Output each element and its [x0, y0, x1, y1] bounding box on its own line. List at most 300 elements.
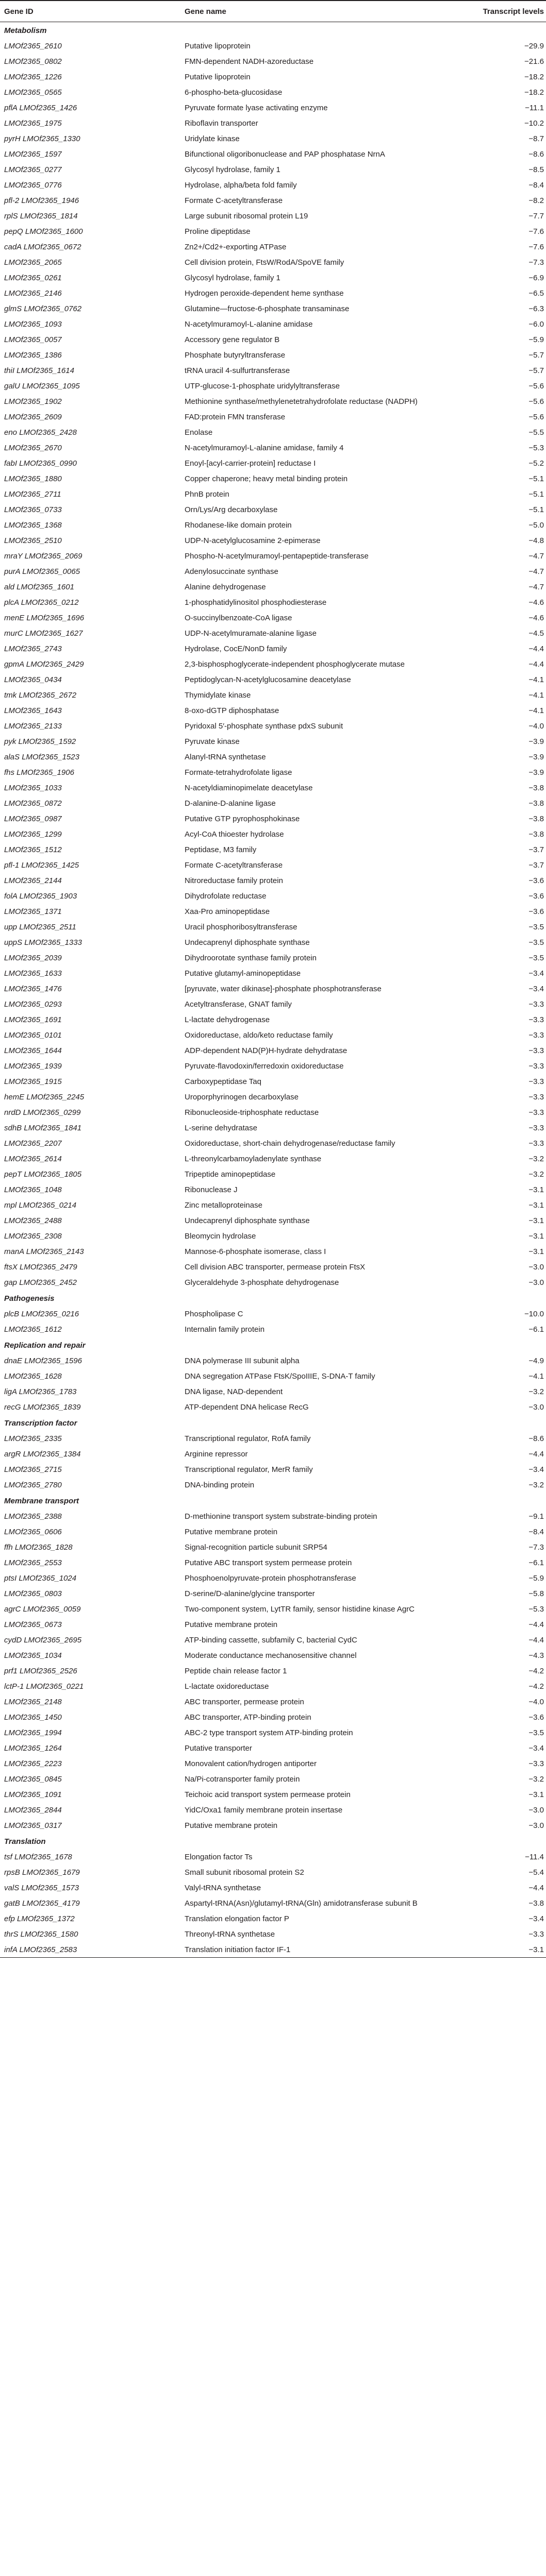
transcript-level-cell: −3.0 [528, 1263, 544, 1272]
gene-name-cell: ADP-dependent NAD(P)H-hydrate dehydratase [185, 1046, 348, 1055]
gene-name-cell: Phosphoenolpyruvate-protein phosphotransferase [185, 1574, 356, 1583]
gene-name-cell: D-methionine transport system substrate-binding protein [185, 1512, 377, 1521]
table-row [0, 703, 546, 718]
gene-id-cell: LMOf2365_1371 [4, 907, 62, 916]
gene-id-cell: LMOf2365_0845 [4, 1775, 62, 1784]
gene-name-cell: Pyruvate-flavodoxin/ferredoxin oxidoreductase [185, 1062, 344, 1071]
transcript-level-cell: −7.6 [528, 243, 544, 251]
gene-id-cell: pepQ LMOf2365_1600 [4, 227, 83, 236]
gene-name-cell: Formate C-acetyltransferase [185, 196, 283, 205]
gene-id-cell: LMOf2365_0803 [4, 1589, 62, 1598]
transcript-level-cell: −3.1 [528, 1185, 544, 1194]
gene-id-cell: LMOf2365_1633 [4, 969, 62, 978]
table-body [0, 22, 546, 1957]
table-row [0, 193, 546, 208]
gene-id-cell: argR LMOf2365_1384 [4, 1450, 81, 1459]
gene-name-cell: Translation initiation factor IF-1 [185, 1945, 291, 1954]
gene-id-cell: LMOf2365_1975 [4, 119, 62, 128]
gene-name-cell: Putative GTP pyrophosphokinase [185, 815, 300, 823]
header-transcript-levels: Transcript levels [483, 7, 544, 16]
table-row [0, 38, 546, 54]
table-row [0, 1244, 546, 1259]
transcript-level-cell: −3.6 [528, 1713, 544, 1722]
gene-name-cell: Orn/Lys/Arg decarboxylase [185, 505, 278, 514]
table-row [0, 1709, 546, 1725]
transcript-level-cell: −3.5 [528, 938, 544, 947]
transcript-level-cell: −3.4 [528, 1744, 544, 1753]
gene-id-cell: LMOf2365_1612 [4, 1325, 62, 1334]
gene-name-cell: Proline dipeptidase [185, 227, 251, 236]
gene-id-cell: dnaE LMOf2365_1596 [4, 1357, 82, 1365]
transcript-level-cell: −5.9 [528, 1574, 544, 1583]
transcript-level-cell: −3.4 [528, 1914, 544, 1923]
transcript-level-cell: −6.9 [528, 274, 544, 282]
table-row [0, 1694, 546, 1709]
gene-name-cell: Pyridoxal 5′-phosphate synthase pdxS subunit [185, 722, 343, 731]
gene-id-cell: mpl LMOf2365_0214 [4, 1201, 77, 1210]
transcript-level-cell: −3.0 [528, 1278, 544, 1287]
transcript-level-cell: −4.6 [528, 614, 544, 622]
transcript-level-cell: −3.3 [528, 1759, 544, 1768]
gene-name-cell: Adenylosuccinate synthase [185, 567, 278, 576]
gene-name-cell: Uroporphyrinogen decarboxylase [185, 1093, 299, 1101]
transcript-level-cell: −11.4 [525, 1853, 544, 1861]
gene-name-cell: Teichoic acid transport system permease protein [185, 1790, 351, 1799]
table-row [0, 177, 546, 193]
table-row [0, 471, 546, 486]
gene-name-cell: Hydrolase, alpha/beta fold family [185, 181, 297, 190]
gene-name-cell: Phospholipase C [185, 1310, 243, 1318]
table-row [0, 1275, 546, 1290]
table-row [0, 965, 546, 981]
transcript-level-cell: −29.9 [524, 42, 544, 50]
gene-name-cell: Undecaprenyl diphosphate synthase [185, 1216, 310, 1225]
gene-id-cell: LMOf2365_2144 [4, 876, 62, 885]
gene-id-cell: LMOf2365_2488 [4, 1216, 62, 1225]
transcript-level-cell: −5.6 [528, 413, 544, 421]
gene-id-cell: LMOf2365_1994 [4, 1728, 62, 1737]
gene-name-cell: D-alanine-D-alanine ligase [185, 799, 276, 808]
gene-id-cell: LMOf2365_0872 [4, 799, 62, 808]
gene-name-cell: Hydrolase, CocE/NonD family [185, 645, 287, 653]
gene-name-cell: ATP-dependent DNA helicase RecG [185, 1403, 309, 1412]
gene-id-cell: hemE LMOf2365_2245 [4, 1093, 85, 1101]
transcript-level-cell: −11.1 [525, 104, 544, 112]
gene-id-cell: LMOf2365_2610 [4, 42, 62, 50]
gene-name-cell: 8-oxo-dGTP diphosphatase [185, 706, 279, 715]
gene-name-cell: 6-phospho-beta-glucosidase [185, 88, 283, 97]
transcript-level-cell: −3.9 [528, 753, 544, 761]
transcript-level-cell: −3.8 [528, 1899, 544, 1908]
gene-id-cell: LMOf2365_2308 [4, 1232, 62, 1241]
gene-id-cell: plcA LMOf2365_0212 [4, 598, 79, 607]
gene-name-cell: Pyruvate formate lyase activating enzyme [185, 104, 328, 112]
gene-id-cell: alaS LMOf2365_1523 [4, 753, 79, 761]
table-row [0, 1679, 546, 1694]
transcript-level-cell: −5.8 [528, 1589, 544, 1598]
table-row [0, 1880, 546, 1895]
table-row [0, 826, 546, 842]
table-row [0, 919, 546, 935]
transcript-level-cell: −4.9 [528, 1357, 544, 1365]
gene-name-cell: Peptidoglycan-N-acetylglucosamine deacetylase [185, 675, 351, 684]
gene-name-cell: Signal-recognition particle subunit SRP54 [185, 1543, 327, 1552]
table-row [0, 1058, 546, 1074]
gene-id-cell: pyrH LMOf2365_1330 [4, 134, 80, 143]
transcript-level-cell: −5.5 [528, 428, 544, 437]
table-row [0, 1756, 546, 1771]
transcript-level-cell: −3.2 [528, 1170, 544, 1179]
gene-name-cell: Hydrogen peroxide-dependent heme synthase [185, 289, 344, 298]
gene-name-cell: Oxidoreductase, aldo/keto reductase family [185, 1031, 333, 1040]
table-row [0, 1306, 546, 1321]
transcript-level-cell: −6.5 [528, 289, 544, 298]
table-row [0, 239, 546, 255]
transcript-level-cell: −3.8 [528, 830, 544, 839]
table-row [0, 625, 546, 641]
transcript-level-cell: −8.6 [528, 1434, 544, 1443]
transcript-level-cell: −3.9 [528, 737, 544, 746]
transcript-level-cell: −3.1 [528, 1201, 544, 1210]
table-row [0, 1431, 546, 1446]
gene-id-cell: nrdD LMOf2365_0299 [4, 1108, 81, 1117]
gene-name-cell: Dihydroorotate synthase family protein [185, 954, 317, 962]
transcript-level-cell: −3.1 [528, 1247, 544, 1256]
gene-name-cell: DNA polymerase III subunit alpha [185, 1357, 300, 1365]
transcript-level-cell: −3.5 [528, 1728, 544, 1737]
table-row [0, 316, 546, 332]
gene-name-cell: Putative membrane protein [185, 1528, 278, 1536]
gene-id-cell: murC LMOf2365_1627 [4, 629, 83, 638]
gene-id-cell: LMOf2365_2711 [4, 490, 61, 499]
table-row [0, 1771, 546, 1787]
gene-name-cell: Pyruvate kinase [185, 737, 240, 746]
transcript-level-cell: −5.2 [528, 459, 544, 468]
gene-name-cell: [pyruvate, water dikinase]-phosphate phosphotransferase [185, 985, 382, 993]
table-row [0, 548, 546, 564]
table-row [0, 904, 546, 919]
table-row [0, 1353, 546, 1368]
transcript-level-cell: −5.1 [528, 490, 544, 499]
gene-id-cell: LMOf2365_1033 [4, 784, 62, 792]
transcript-level-cell: −5.9 [528, 335, 544, 344]
gene-name-cell: Glyceraldehyde 3-phosphate dehydrogenase [185, 1278, 339, 1287]
gene-id-cell: rpsB LMOf2365_1679 [4, 1868, 80, 1877]
gene-name-cell: PhnB protein [185, 490, 229, 499]
table-row [0, 795, 546, 811]
gene-id-cell: folA LMOf2365_1903 [4, 892, 77, 901]
transcript-level-cell: −3.3 [528, 1062, 544, 1071]
table-row [0, 996, 546, 1012]
gene-name-cell: Dihydrofolate reductase [185, 892, 267, 901]
transcript-level-cell: −5.6 [528, 382, 544, 391]
gene-name-cell: Peptidase, M3 family [185, 845, 257, 854]
table-row [0, 1787, 546, 1802]
gene-id-cell: tsf LMOf2365_1678 [4, 1853, 72, 1861]
table-row [0, 1105, 546, 1120]
gene-name-cell: Glycosyl hydrolase, family 1 [185, 274, 280, 282]
table-row [0, 1632, 546, 1648]
table-row [0, 1865, 546, 1880]
table-row [0, 409, 546, 425]
gene-name-cell: L-threonylcarbamoyladenylate synthase [185, 1155, 322, 1163]
transcript-level-cell: −3.2 [528, 1387, 544, 1396]
transcript-level-cell: −6.3 [528, 304, 544, 313]
table-row [0, 749, 546, 765]
gene-id-cell: menE LMOf2365_1696 [4, 614, 85, 622]
transcript-level-cell: −3.1 [528, 1232, 544, 1241]
transcript-level-cell: −7.6 [528, 227, 544, 236]
table-row [0, 1477, 546, 1493]
transcript-level-cell: −10.2 [524, 119, 544, 128]
gene-name-cell: Zn2+/Cd2+-exporting ATPase [185, 243, 287, 251]
gene-name-cell: Rhodanese-like domain protein [185, 521, 292, 530]
gene-id-cell: LMOf2365_1264 [4, 1744, 62, 1753]
transcript-level-cell: −3.1 [528, 1216, 544, 1225]
gene-id-cell: cadA LMOf2365_0672 [4, 243, 81, 251]
table-row [0, 1539, 546, 1555]
gene-id-cell: LMOf2365_1691 [4, 1015, 62, 1024]
gene-name-cell: 2,3-bisphosphoglycerate-independent phosphoglycerate mutase [185, 660, 405, 669]
gene-name-cell: Glutamine—fructose-6-phosphate transaminase [185, 304, 350, 313]
transcript-level-cell: −4.8 [528, 536, 544, 545]
gene-name-cell: Small subunit ribosomal protein S2 [185, 1868, 304, 1877]
transcript-level-cell: −3.1 [528, 1790, 544, 1799]
table-row [0, 1228, 546, 1244]
gene-id-cell: ffh LMOf2365_1828 [4, 1543, 73, 1552]
gene-name-cell: Acyl-CoA thioester hydrolase [185, 830, 284, 839]
gene-name-cell: Uracil phosphoribosyltransferase [185, 923, 297, 931]
table-row [0, 888, 546, 904]
gene-name-cell: Formate-tetrahydrofolate ligase [185, 768, 292, 777]
gene-id-cell: recG LMOf2365_1839 [4, 1403, 81, 1412]
table-row [0, 502, 546, 517]
gene-name-cell: Alanyl-tRNA synthetase [185, 753, 266, 761]
transcript-level-cell: −3.6 [528, 876, 544, 885]
table-row [0, 656, 546, 672]
gene-name-cell: Putative lipoprotein [185, 73, 251, 81]
table-row [0, 1740, 546, 1756]
gene-name-cell: YidC/Oxa1 family membrane protein insertase [185, 1806, 343, 1815]
table-bottom-rule [0, 1957, 546, 1960]
gene-id-cell: lctP-1 LMOf2365_0221 [4, 1682, 84, 1691]
transcript-level-cell: −5.1 [528, 505, 544, 514]
gene-id-cell: ald LMOf2365_1601 [4, 583, 74, 591]
transcript-level-cell: −3.3 [528, 1046, 544, 1055]
gene-id-cell: LMOf2365_1880 [4, 474, 62, 483]
gene-name-cell: Valyl-tRNA synthetase [185, 1884, 261, 1892]
table-row [0, 533, 546, 548]
transcript-level-cell: −3.3 [528, 1077, 544, 1086]
gene-name-cell: N-acetylmuramoyl-L-alanine amidase, family 4 [185, 444, 344, 452]
gene-name-cell: ATP-binding cassette, subfamily C, bacterial CydC [185, 1636, 357, 1645]
gene-name-cell: Putative ABC transport system permease protein [185, 1558, 352, 1567]
gene-id-cell: pfl-1 LMOf2365_1425 [4, 861, 79, 870]
gene-name-cell: Transcriptional regulator, MerR family [185, 1465, 313, 1474]
gene-name-cell: Elongation factor Ts [185, 1853, 253, 1861]
table-row [0, 270, 546, 285]
gene-id-cell: glmS LMOf2365_0762 [4, 304, 82, 313]
table-row [0, 1462, 546, 1477]
transcript-level-cell: −3.4 [528, 969, 544, 978]
table-row [0, 1601, 546, 1617]
table-row [0, 1043, 546, 1058]
table-header [0, 0, 546, 22]
transcript-level-cell: −6.0 [528, 320, 544, 329]
transcript-level-cell: −3.0 [528, 1806, 544, 1815]
gene-name-cell: Thymidylate kinase [185, 691, 251, 700]
table-row [0, 1648, 546, 1663]
gene-name-cell: UDP-N-acetylglucosamine 2-epimerase [185, 536, 321, 545]
transcript-level-cell: −9.1 [528, 1512, 544, 1521]
gene-name-cell: Putative transporter [185, 1744, 252, 1753]
table-row [0, 1399, 546, 1415]
table-row [0, 347, 546, 363]
transcript-level-cell: −3.7 [528, 861, 544, 870]
gene-id-cell: LMOf2365_0565 [4, 88, 62, 97]
transcript-level-cell: −7.3 [528, 258, 544, 267]
gene-id-cell: LMOf2365_2614 [4, 1155, 62, 1163]
table-row [0, 394, 546, 409]
gene-name-cell: ABC transporter, permease protein [185, 1698, 304, 1706]
table-row [0, 981, 546, 996]
transcript-level-cell: −3.8 [528, 815, 544, 823]
gene-id-cell: LMOf2365_0673 [4, 1620, 62, 1629]
gene-name-cell: Aspartyl-tRNA(Asn)/glutamyl-tRNA(Gln) amidotransferase subunit B [185, 1899, 418, 1908]
section-title: Membrane transport [4, 1497, 79, 1505]
gene-name-cell: Putative glutamyl-aminopeptidase [185, 969, 301, 978]
table-row [0, 1166, 546, 1182]
gene-id-cell: gpmA LMOf2365_2429 [4, 660, 84, 669]
table-row [0, 687, 546, 703]
transcript-level-cell: −4.2 [528, 1667, 544, 1675]
table-row [0, 131, 546, 146]
gene-id-cell: LMOf2365_1512 [4, 845, 62, 854]
section-title: Metabolism [4, 26, 47, 35]
transcript-level-cell: −4.4 [528, 1884, 544, 1892]
table-row [0, 1586, 546, 1601]
gene-id-cell: LMOf2365_2780 [4, 1481, 62, 1489]
gene-name-cell: Riboflavin transporter [185, 119, 258, 128]
gene-id-cell: fabI LMOf2365_0990 [4, 459, 77, 468]
transcript-level-cell: −3.7 [528, 845, 544, 854]
gene-id-cell: LMOf2365_1034 [4, 1651, 62, 1660]
transcript-level-cell: −4.4 [528, 660, 544, 669]
gene-name-cell: Tripeptide aminopeptidase [185, 1170, 276, 1179]
gene-name-cell: FMN-dependent NADH-azoreductase [185, 57, 314, 66]
gene-id-cell: galU LMOf2365_1095 [4, 382, 80, 391]
table-row [0, 1524, 546, 1539]
table-row [0, 301, 546, 316]
gene-id-cell: LMOf2365_2743 [4, 645, 62, 653]
gene-name-cell: Methionine synthase/methylenetetrahydrofolate reductase (NADPH) [185, 397, 418, 406]
gene-id-cell: LMOf2365_0802 [4, 57, 62, 66]
gene-name-cell: Threonyl-tRNA synthetase [185, 1930, 275, 1939]
gene-name-cell: N-acetyldiaminopimelate deacetylase [185, 784, 313, 792]
gene-id-cell: valS LMOf2365_1573 [4, 1884, 79, 1892]
table-row [0, 1136, 546, 1151]
gene-id-cell: LMOf2365_0733 [4, 505, 62, 514]
gene-id-cell: LMOf2365_1226 [4, 73, 62, 81]
table-row [0, 734, 546, 749]
gene-id-cell: fhs LMOf2365_1906 [4, 768, 74, 777]
gene-id-cell: agrC LMOf2365_0059 [4, 1605, 81, 1614]
table-row [0, 1555, 546, 1570]
gene-name-cell: Enolase [185, 428, 213, 437]
gene-name-cell: Monovalent cation/hydrogen antiporter [185, 1759, 317, 1768]
gene-name-cell: UDP-N-acetylmuramate-alanine ligase [185, 629, 317, 638]
gene-name-cell: L-serine dehydratase [185, 1124, 257, 1132]
transcript-level-cell: −8.7 [528, 134, 544, 143]
gene-name-cell: L-lactate dehydrogenase [185, 1015, 270, 1024]
table-row [0, 1120, 546, 1136]
transcript-level-cell: −3.2 [528, 1775, 544, 1784]
table-row [0, 1027, 546, 1043]
gene-name-cell: N-acetylmuramoyl-L-alanine amidase [185, 320, 313, 329]
gene-id-cell: LMOf2365_2844 [4, 1806, 62, 1815]
transcript-level-cell: −4.7 [528, 552, 544, 561]
table-row [0, 255, 546, 270]
gene-name-cell: Formate C-acetyltransferase [185, 861, 283, 870]
gene-id-cell: LMOf2365_2133 [4, 722, 62, 731]
transcript-level-cell: −5.3 [528, 444, 544, 452]
gene-name-cell: O-succinylbenzoate-CoA ligase [185, 614, 292, 622]
transcript-level-cell: −5.4 [528, 1868, 544, 1877]
transcript-level-cell: −3.2 [528, 1155, 544, 1163]
table-row [0, 1259, 546, 1275]
transcript-level-cell: −3.3 [528, 1093, 544, 1101]
section-title: Replication and repair [4, 1341, 86, 1350]
gene-name-cell: Cell division protein, FtsW/RodA/SpoVE family [185, 258, 344, 267]
table-row [0, 641, 546, 656]
transcript-level-cell: −3.4 [528, 985, 544, 993]
table-row [0, 1509, 546, 1524]
gene-name-cell: Enoyl-[acyl-carrier-protein] reductase I [185, 459, 316, 468]
table-row [0, 873, 546, 888]
gene-id-cell: LMOf2365_1299 [4, 830, 62, 839]
gene-name-cell: UTP-glucose-1-phosphate uridylyltransferase [185, 382, 340, 391]
table-row [0, 84, 546, 100]
gene-id-cell: pfl-2 LMOf2365_1946 [4, 196, 79, 205]
gene-id-cell: LMOf2365_0776 [4, 181, 62, 190]
gene-id-cell: efp LMOf2365_1372 [4, 1914, 75, 1923]
gene-name-cell: L-lactate oxidoreductase [185, 1682, 269, 1691]
table-row [0, 162, 546, 177]
gene-id-cell: tmk LMOf2365_2672 [4, 691, 77, 700]
transcript-level-cell: −7.7 [528, 212, 544, 221]
gene-id-cell: ligA LMOf2365_1783 [4, 1387, 77, 1396]
table-row [0, 1849, 546, 1865]
transcript-level-cell: −8.4 [528, 181, 544, 190]
transcript-level-cell: −5.3 [528, 1605, 544, 1614]
table-row [0, 950, 546, 965]
gene-id-cell: LMOf2365_1450 [4, 1713, 62, 1722]
gene-id-cell: thiI LMOf2365_1614 [4, 366, 74, 375]
gene-id-cell: LMOf2365_2715 [4, 1465, 62, 1474]
gene-id-cell: LMOf2365_1091 [4, 1790, 62, 1799]
transcript-level-cell: −3.3 [528, 1124, 544, 1132]
gene-name-cell: DNA segregation ATPase FtsK/SpoIIIE, S-DNA-T family [185, 1372, 375, 1381]
table-row [0, 1617, 546, 1632]
transcript-level-cell: −4.4 [528, 645, 544, 653]
transcript-level-cell: −18.2 [524, 73, 544, 81]
gene-id-cell: LMOf2365_1643 [4, 706, 62, 715]
transcript-level-cell: −4.1 [528, 691, 544, 700]
table-row [0, 332, 546, 347]
table-row [0, 1213, 546, 1228]
transcript-level-cell: −4.3 [528, 1651, 544, 1660]
transcript-level-cell: −3.8 [528, 799, 544, 808]
